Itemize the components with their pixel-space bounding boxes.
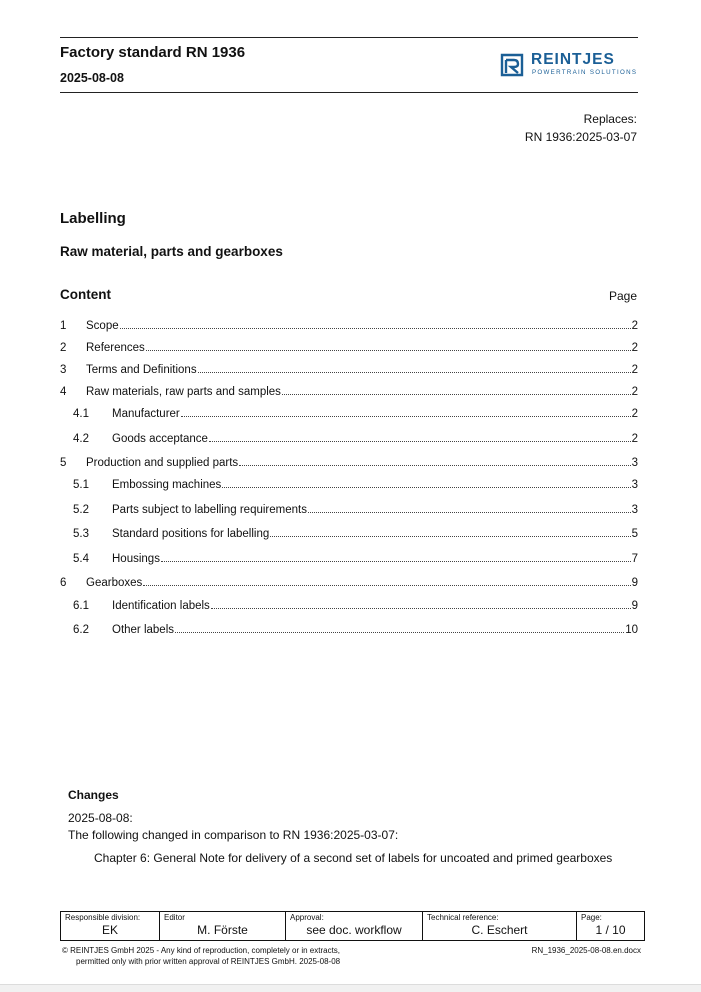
document-title: Factory standard RN 1936 [60, 44, 246, 61]
toc-entry[interactable] [60, 386, 638, 402]
toc-entry-page: 2 [631, 342, 638, 354]
toc-entry[interactable] [60, 342, 638, 358]
toc-entry[interactable] [60, 624, 638, 640]
toc-entry-number: 5.1 [73, 479, 89, 491]
changes-heading: Changes [68, 788, 119, 802]
logo-wordmark: REINTJES [531, 51, 615, 68]
page-cell [577, 912, 645, 941]
toc-entry[interactable] [60, 553, 638, 569]
toc-dot-leader [181, 416, 631, 417]
toc-entry-page: 2 [631, 386, 638, 398]
toc-entry-number: 1 [60, 320, 67, 332]
toc-entry-number: 5.4 [73, 553, 89, 565]
toc-page-heading: Page [608, 289, 637, 303]
toc-entry[interactable] [60, 320, 638, 336]
replaces-value: RN 1936:2025-03-07 [524, 130, 637, 144]
header-bottom-rule [60, 92, 638, 93]
copyright-line-2: permitted only with prior written approval of REINTJES GmbH. 2025-08-08 [76, 957, 341, 966]
toc-entry-number: 5 [60, 457, 67, 469]
toc-entry-number: 5.2 [73, 504, 89, 516]
toc-entry-title: Identification labels [112, 600, 210, 612]
toc-entry-page: 3 [631, 479, 638, 491]
company-logo [500, 51, 640, 81]
toc-dot-leader [282, 394, 631, 395]
toc-entry-page: 2 [631, 364, 638, 376]
toc-entry-number: 4.2 [73, 433, 89, 445]
techref-cell [423, 912, 577, 941]
toc-dot-leader [146, 350, 631, 351]
toc-entry-page: 2 [631, 320, 638, 332]
toc-entry-title: References [86, 342, 145, 354]
header-top-rule [60, 37, 638, 38]
toc-entry-page: 2 [631, 433, 638, 445]
document-date: 2025-08-08 [60, 71, 124, 85]
toc-heading: Content [60, 287, 111, 302]
copyright-line-1: © REINTJES GmbH 2025 - Any kind of reproduction, completely or in extracts, [62, 946, 341, 955]
toc-entry-title: Goods acceptance [112, 433, 208, 445]
responsible-value: EK [101, 923, 118, 937]
toc-entry-number: 4 [60, 386, 67, 398]
section-subtitle: Raw material, parts and gearboxes [60, 244, 283, 259]
toc-entry[interactable] [60, 577, 638, 593]
page-value: 1 / 10 [595, 923, 626, 937]
toc-entry-page: 9 [631, 577, 638, 589]
toc-entry[interactable] [60, 504, 638, 520]
editor-cell [160, 912, 286, 941]
toc-entry-page: 10 [625, 624, 638, 636]
toc-entry-page: 5 [631, 528, 638, 540]
toc-entry[interactable] [60, 600, 638, 616]
toc-entry-title: Production and supplied parts [86, 457, 239, 469]
toc-entry[interactable] [60, 364, 638, 380]
changes-item: Chapter 6: General Note for delivery of a second set of labels for uncoated and primed gearboxes [94, 851, 613, 865]
section-title: Labelling [60, 210, 126, 227]
toc-entry-page: 2 [631, 408, 638, 420]
toc-dot-leader [209, 441, 631, 442]
approval-value: see doc. workflow [306, 923, 402, 937]
logo-mark-icon [500, 53, 524, 77]
toc-dot-leader [222, 487, 630, 488]
toc-dot-leader [143, 585, 630, 586]
toc-dot-leader [211, 608, 631, 609]
toc-entry-title: Embossing machines [112, 479, 222, 491]
toc-entry-page: 9 [631, 600, 638, 612]
toc-dot-leader [239, 465, 630, 466]
toc-dot-leader [175, 632, 624, 633]
toc-entry[interactable] [60, 433, 638, 449]
toc-entry-number: 6 [60, 577, 67, 589]
toc-entry-page: 7 [631, 553, 638, 565]
toc-dot-leader [198, 372, 631, 373]
toc-entry-title: Parts subject to labelling requirements [112, 504, 307, 516]
toc-entry-title: Manufacturer [112, 408, 180, 420]
toc-entry-number: 6.1 [73, 600, 89, 612]
toc-entry[interactable] [60, 528, 638, 544]
page-label: Page: [581, 913, 602, 922]
toc-entry-title: Raw materials, raw parts and samples [86, 386, 281, 398]
responsible-label: Responsible division: [65, 913, 141, 922]
responsible-cell [61, 912, 160, 941]
editor-label: Editor [164, 913, 185, 922]
toc-entry-number: 5.3 [73, 528, 89, 540]
changes-date: 2025-08-08: [68, 811, 133, 825]
toc-dot-leader [120, 328, 631, 329]
replaces-label: Replaces: [583, 112, 637, 126]
toc-entry-title: Terms and Definitions [86, 364, 197, 376]
toc-dot-leader [161, 561, 631, 562]
toc-entry-page: 3 [631, 457, 638, 469]
toc-entry-title: Gearboxes [86, 577, 143, 589]
copyright-notice [62, 945, 340, 967]
toc-entry-title: Standard positions for labelling [112, 528, 270, 540]
file-name: RN_1936_2025-08-08.en.docx [531, 946, 641, 955]
toc-entry-page: 3 [631, 504, 638, 516]
toc-entry-title: Other labels [112, 624, 175, 636]
toc-entry-title: Scope [86, 320, 119, 332]
toc-entry-number: 3 [60, 364, 67, 376]
toc-entry-title: Housings [112, 553, 160, 565]
approval-table [60, 911, 645, 941]
techref-value: C. Eschert [471, 923, 528, 937]
approval-label: Approval: [290, 913, 324, 922]
approval-cell [286, 912, 423, 941]
toc-dot-leader [308, 512, 631, 513]
toc-entry[interactable] [60, 457, 638, 473]
toc-dot-leader [270, 536, 630, 537]
techref-label: Technical reference: [427, 913, 499, 922]
toc-entry-number: 2 [60, 342, 67, 354]
toc-entry-number: 6.2 [73, 624, 89, 636]
replaces-block [525, 110, 637, 146]
toc-entry-number: 4.1 [73, 408, 89, 420]
changes-text: The following changed in comparison to RN 1936:2025-03-07: [68, 828, 399, 842]
editor-value: M. Förste [197, 923, 248, 937]
toc-entry[interactable] [60, 408, 638, 424]
toc-entry[interactable] [60, 479, 638, 495]
logo-tagline: POWERTRAIN SOLUTIONS [532, 69, 638, 76]
